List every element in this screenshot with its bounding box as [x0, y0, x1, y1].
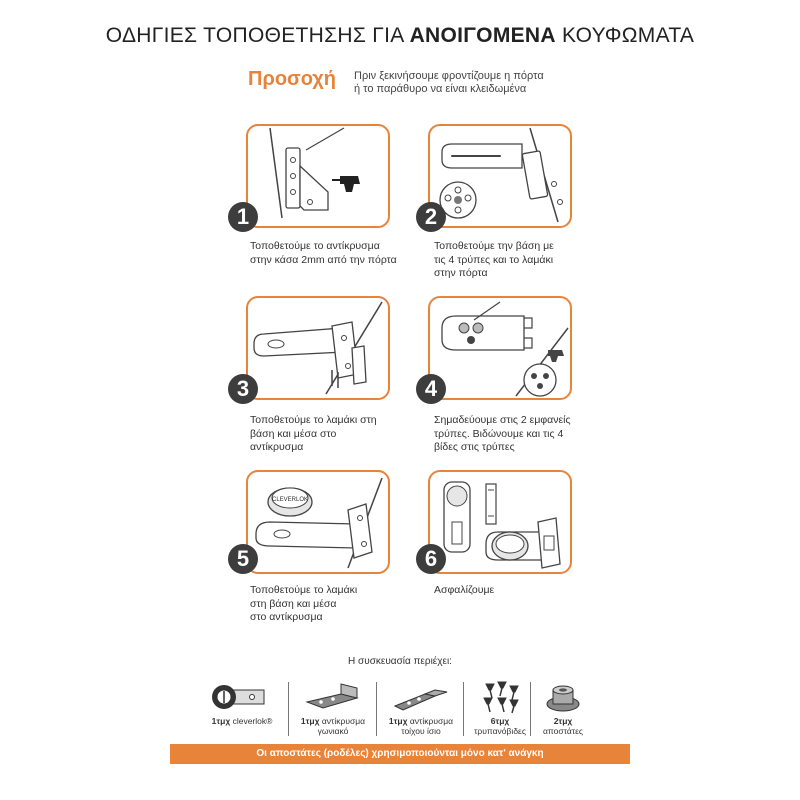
- kit-desc-2a: αντίκρυσμα: [321, 716, 366, 726]
- mark-and-screw-icon: [430, 298, 570, 398]
- step-2-line-1: Τοποθετούμε την βάση με: [434, 240, 554, 252]
- step-1-illustration: [246, 124, 390, 228]
- step-4-illustration: [428, 296, 572, 400]
- kit-qty-1: 1τμχ: [211, 716, 231, 726]
- step-6-caption: [434, 584, 599, 598]
- page-title: [0, 24, 800, 48]
- package-contents-title: Η συσκευασία περιέχει:: [348, 656, 452, 667]
- step-6-illustration: [428, 470, 572, 574]
- step-2-number: 2: [416, 202, 446, 232]
- step-3-line-2: βάση και μέσα στο: [250, 427, 337, 440]
- kit-qty-4: 6τμχ: [490, 716, 510, 726]
- caution-line-2: ή το παράθυρο να είναι κλειδωμένα: [354, 83, 527, 95]
- kit-desc-2b: γωνιακό: [317, 726, 349, 736]
- screws-icon: [468, 680, 532, 714]
- caution-line-1: Πριν ξεκινήσουμε φροντίζουμε η πόρτα: [354, 70, 544, 82]
- step-3-line-1: Τοποθετούμε το λαμάκι στη: [250, 414, 377, 426]
- step-5-line-2: στη βάση και μέσα: [250, 597, 337, 610]
- step-6-number: 6: [416, 544, 446, 574]
- step-2-line-2: τις 4 τρύπες και το λαμάκι: [434, 253, 554, 266]
- kit-label-corner-keeper: [294, 716, 372, 736]
- step-5-caption: [250, 584, 415, 625]
- step-4-number: 4: [416, 374, 446, 404]
- step-4-line-1: Σημαδεύουμε στις 2 εμφανείς: [434, 414, 571, 426]
- footer-note: Οι αποστάτες (ροδέλες) χρησιμοποιούνται μόνο κατ' ανάγκη: [170, 744, 630, 764]
- corner-keeper-icon: [301, 680, 365, 714]
- separator: [288, 682, 289, 736]
- step-3-line-3: αντίκρυσμα: [250, 441, 304, 453]
- kit-label-flat-keeper: [382, 716, 460, 736]
- step-5-number: 5: [228, 544, 258, 574]
- step-2-caption: [434, 240, 599, 281]
- step-2-illustration: [428, 124, 572, 228]
- step-3-caption: [250, 414, 415, 455]
- kit-label-spacers: [524, 716, 602, 736]
- locked-icon: [430, 472, 570, 572]
- caution-text: [354, 70, 544, 96]
- kit-desc-5: αποστάτες: [542, 726, 584, 736]
- title-bold: ΑΝΟΙΓΟΜΕΝΑ: [409, 24, 556, 47]
- kit-desc-4: τρυπανόβιδες: [474, 726, 526, 736]
- title-prefix: ΟΔΗΓΙΕΣ ΤΟΠΟΘΕΤΗΣΗΣ ΓΙΑ: [105, 24, 410, 47]
- step-5-line-3: στο αντίκρυσμα: [250, 611, 323, 623]
- kit-item-cleverlok: [203, 680, 281, 726]
- step-5-line-1: Τοποθετούμε το λαμάκι: [250, 584, 358, 596]
- step-4-line-3: βίδες στις τρύπες: [434, 441, 515, 453]
- step-2-line-3: στην πόρτα: [434, 267, 488, 279]
- flat-keeper-icon: [389, 680, 453, 714]
- step-6-line-1: Ασφαλίζουμε: [434, 584, 495, 596]
- base-and-latch-icon: [430, 126, 570, 226]
- kit-item-spacers: [524, 680, 602, 736]
- cleverlok-cap-latch-icon: [248, 472, 388, 572]
- step-3-number: 3: [228, 374, 258, 404]
- brand-mark: CLEVERLOK: [271, 497, 309, 503]
- step-3-illustration: [246, 296, 390, 400]
- separator: [376, 682, 377, 736]
- hinge-plate-drill-icon: [248, 126, 388, 226]
- latch-in-keeper-icon: [248, 298, 388, 398]
- step-1-caption: [250, 240, 415, 267]
- spacers-icon: [531, 680, 595, 714]
- step-1-line-2: στην κάσα 2mm από την πόρτα: [250, 253, 397, 266]
- kit-qty-3: 1τμχ: [388, 716, 408, 726]
- kit-desc-3a: αντίκρυσμα: [409, 716, 454, 726]
- step-5-illustration: [246, 470, 390, 574]
- kit-desc-1: cleverlok®: [232, 716, 273, 726]
- kit-qty-2: 1τμχ: [300, 716, 320, 726]
- cleverlok-latch-icon: [210, 680, 274, 714]
- title-suffix: ΚΟΥΦΩΜΑΤΑ: [555, 24, 695, 47]
- kit-label-cleverlok: [203, 716, 281, 726]
- step-1-line-1: Τοποθετούμε το αντίκρυσμα: [250, 240, 380, 252]
- kit-qty-5: 2τμχ: [553, 716, 573, 726]
- step-1-number: 1: [228, 202, 258, 232]
- step-4-caption: [434, 414, 599, 455]
- step-4-line-2: τρύπες. Βιδώνουμε και τις 4: [434, 427, 564, 440]
- caution-label: Προσοχή: [248, 68, 336, 90]
- kit-item-flat-keeper: [382, 680, 460, 736]
- kit-item-corner-keeper: [294, 680, 372, 736]
- kit-desc-3b: τοίχου ίσιο: [401, 726, 441, 736]
